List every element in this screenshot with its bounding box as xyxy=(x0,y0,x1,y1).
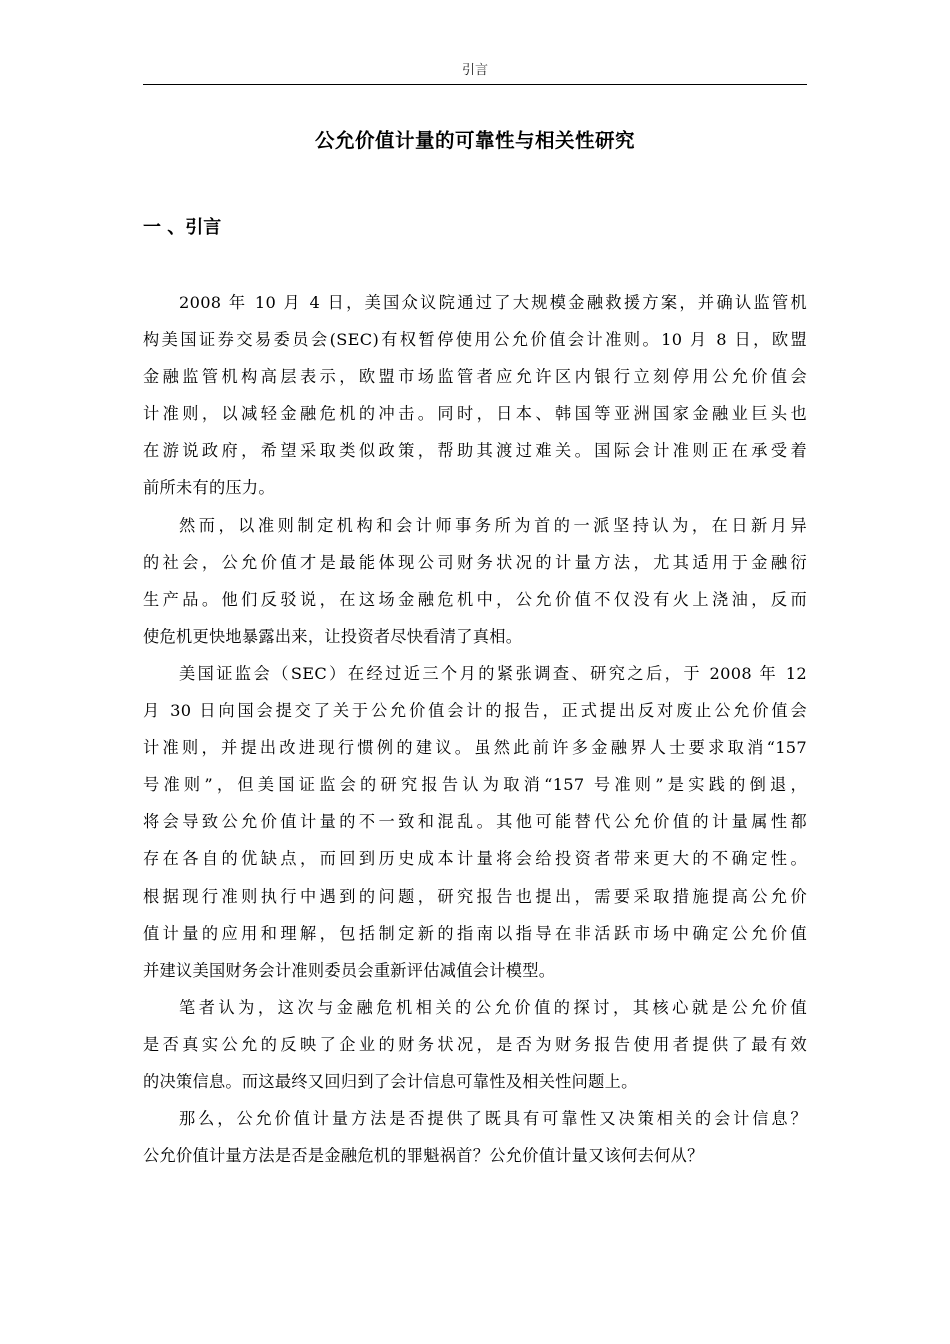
text-line: 然而，以准则制定机构和会计师事务所为首的一派坚持认为，在日新月异 xyxy=(179,515,807,535)
document-title: 公允价值计量的可靠性与相关性研究 xyxy=(314,129,635,152)
text-line: 将会导致公允价值计量的不一致和混乱。其他可能替代公允价值的计量属性都 xyxy=(143,812,807,832)
text-line: 2008 年 10 月 4 日，美国众议院通过了大规模金融救援方案，并确认监管机 xyxy=(179,293,807,312)
header-rule xyxy=(143,84,807,85)
text-line: 笔者认为，这次与金融危机相关的公允价值的探讨，其核心就是公允价值 xyxy=(179,997,807,1017)
text-line: 构美国证券交易委员会(SEC)有权暂停使用公允价值会计准则。10 月 8 日，欧盟 xyxy=(143,330,807,350)
text-line: 计准则，以减轻金融危机的冲击。同时，日本、韩国等亚洲国家金融业巨头也 xyxy=(143,404,807,424)
text-line: 生产品。他们反驳说，在这场金融危机中，公允价值不仅没有火上浇油，反而 xyxy=(143,589,807,609)
text-line: 是否真实公允的反映了企业的财务状况，是否为财务报告使用者提供了最有效 xyxy=(143,1034,807,1054)
text-line: 值计量的应用和理解，包括制定新的指南以指导在非活跃市场中确定公允价值 xyxy=(143,923,807,943)
text-line: 在游说政府，希望采取类似政策，帮助其渡过难关。国际会计准则正在承受着 xyxy=(143,441,807,461)
text-line: 那么，公允价值计量方法是否提供了既具有可靠性又决策相关的会计信息？ xyxy=(179,1109,807,1129)
text-line: 前所未有的压力。 xyxy=(143,478,275,498)
text-line: 金融监管机构高层表示，欧盟市场监管者应允许区内银行立刻停用公允价值会 xyxy=(143,367,807,387)
text-line: 的决策信息。而这最终又回归到了会计信息可靠性及相关性问题上。 xyxy=(143,1071,638,1091)
section-heading: 一 、引言 xyxy=(143,217,222,238)
body-text xyxy=(143,284,807,1174)
text-line: 存在各自的优缺点，而回到历史成本计量将会给投资者带来更大的不确定性。 xyxy=(143,849,807,869)
text-line: 的社会，公允价值才是最能体现公司财务状况的计量方法，尤其适用于金融衍 xyxy=(143,552,807,572)
text-line: 号准则”，但美国证监会的研究报告认为取消“157 号准则”是实践的倒退， xyxy=(143,775,807,795)
text-line: 计准则，并提出改进现行惯例的建议。虽然此前许多金融界人士要求取消“157 xyxy=(143,738,807,758)
text-line: 美国证监会（SEC）在经过近三个月的紧张调查、研究之后，于 2008 年 12 xyxy=(179,663,807,683)
running-header: 引言 xyxy=(461,63,488,78)
text-line: 使危机更快地暴露出来，让投资者尽快看清了真相。 xyxy=(143,626,523,646)
text-line: 并建议美国财务会计准则委员会重新评估减值会计模型。 xyxy=(143,960,556,980)
text-line: 月 30 日向国会提交了关于公允价值会计的报告，正式提出反对废止公允价值会 xyxy=(143,701,807,721)
text-line: 根据现行准则执行中遇到的问题，研究报告也提出，需要采取措施提高公允价 xyxy=(143,886,807,906)
text-line: 公允价值计量方法是否是金融危机的罪魁祸首？公允价值计量又该何去何从？ xyxy=(143,1146,704,1166)
